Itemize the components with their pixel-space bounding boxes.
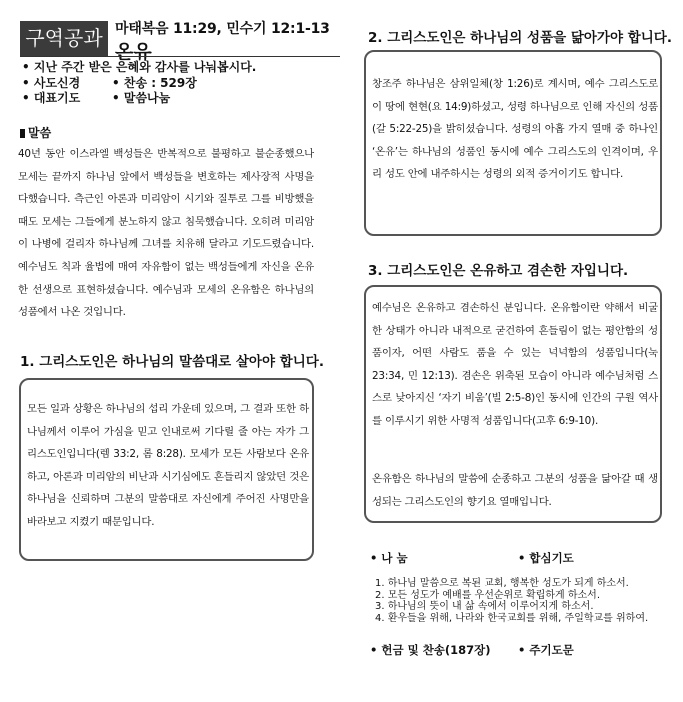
section-label: 말씀 bbox=[20, 124, 51, 141]
offering-label: • 헌금 및 찬송(187장) bbox=[370, 643, 491, 657]
order-item: • 사도신경 bbox=[22, 75, 81, 90]
share-label: • 나 눔 bbox=[370, 551, 408, 565]
list-item: 3. 하나님의 뜻이 내 삶 속에서 이루어지게 하소서. bbox=[375, 601, 594, 613]
order-of-service bbox=[22, 60, 342, 107]
point-3-text-2: 온유함은 하나님의 말씀에 순종하고 그분의 성품을 닮아갈 때 생성되는 그리스도인의 향기요 열매입니다. bbox=[372, 473, 658, 508]
scripture-reference: 마태복음 11:29, 민수기 12:1-13 bbox=[115, 21, 330, 37]
prayer-list bbox=[375, 578, 648, 624]
order-item: • 찬송 : 529장 bbox=[112, 75, 197, 90]
order-item: • 지난 주간 받은 은혜와 감사를 나눠봅시다. bbox=[22, 60, 257, 74]
list-item: 2. 모든 성도가 예배를 우선순위로 확립하게 하소서. bbox=[375, 589, 600, 601]
point-3-heading: 3. 그리스도인은 온유하고 겸손한 자입니다. bbox=[368, 263, 629, 279]
list-item: 4. 환우들을 위해, 나라와 한국교회를 위해, 주일학교를 위하여. bbox=[375, 612, 649, 624]
square-bullet-icon bbox=[20, 129, 25, 138]
lords-prayer-label: • 주기도문 bbox=[518, 643, 574, 657]
point-1-text: 모든 일과 상황은 하나님의 섭리 가운데 있으며, 그 결과 또한 하나님께서 이루어 가심을 믿고 인내로써 기다릴 줄 아는 자가 그리스도인입니다(렘 33:2, 롬 8:28). 모세가 모든 사람보다 온유하고, 아론과 미리암의 비난과 시기심에도 흔들리지 않았던 것은 하나님을 신뢰하며 그분의 말씀대로 자신에게 주어진 사명만을 바라보고 지켰기 때문입니다. bbox=[27, 403, 309, 528]
point-3-text: 예수님은 온유하고 겸손하신 분입니다. 온유함이란 약해서 비굴한 상태가 아니라 내적으로 굳건하여 흔들림이 없는 평안함의 성품이자, 어떤 사람도 품을 수 있는 넉넉함의 성품입니다(눅 23:34, 민 12:13). 겸손은 위축된 모습이 아니라 예수님처럼 스스로 낮아지신 ‘자기 비움’(빌 2:5-8)인 동시에 인간의 구원 역사를 이루시기 위한 사명적 성품입니다(고후 6:9-10). bbox=[372, 302, 658, 427]
order-item: • 대표기도 bbox=[22, 91, 81, 105]
point-2-heading: 2. 그리스도인은 하나님의 성품을 닮아가야 합니다. bbox=[368, 30, 672, 46]
point-1-heading: 1. 그리스도인은 하나님의 말씀대로 살아야 합니다. bbox=[20, 354, 324, 370]
point-2-text: 창조주 하나님은 삼위일체(창 1:26)로 계시며, 예수 그리스도로 이 땅에 현현(요 14:9)하셨고, 성령 하나님으로 인해 자신의 성품(갈 5:22-25)을 밝히셨습니다. 성령의 아홉 가지 열매 중 하나인 ‘온유’는 하나님의 성품인 동시에 예수 그리스도의 인격이며, 우리 성도 안에 내주하시는 성령의 외적 증거이기도 합니다. bbox=[372, 78, 658, 181]
prayer-title: • 합심기도 bbox=[518, 551, 574, 565]
header-divider bbox=[20, 56, 340, 57]
order-item: • 말씀나눔 bbox=[112, 91, 171, 105]
list-item: 1. 하나님 말씀으로 복된 교회, 행복한 성도가 되게 하소서. bbox=[375, 578, 629, 589]
lesson-title: 온유 bbox=[115, 41, 152, 63]
lesson-tag: 구역공과 bbox=[20, 21, 108, 56]
intro-paragraph: 40년 동안 이스라엘 백성들은 반복적으로 불평하고 불순종했으나 모세는 끝까지 하나님 앞에서 백성들을 변호하는 제사장적 사명을 다했습니다. 측근인 아론과 미리암이 시기와 질투로 그를 비방했을 때도 모세는 그들에게 분노하지 않고 침묵했습니다. 오히려 미리암이 나병에 걸리자 하나님께 그녀를 치유해 달라고 기도드렸습니다. 예수님도 칙과 율법에 매여 자유함이 없는 백성들에게 자신을 온유한 선생으로 표현하셨습니다. 예수님과 모세의 온유함은 하나님의 성품에서 나온 것입니다. bbox=[18, 148, 314, 319]
